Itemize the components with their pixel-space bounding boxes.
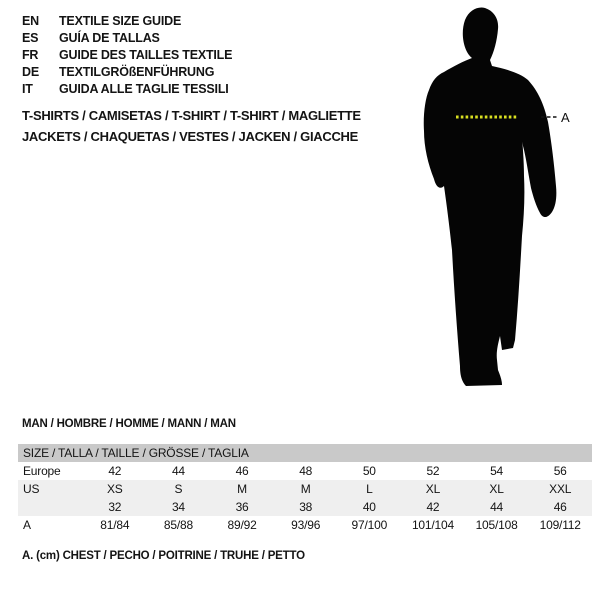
language-code: EN — [22, 14, 39, 28]
size-cell: 54 — [490, 464, 504, 478]
man-silhouette — [424, 8, 557, 387]
size-cell: 85/88 — [163, 518, 193, 532]
row-label: A — [23, 518, 31, 532]
size-cell: 40 — [362, 500, 376, 514]
size-cell: 42 — [426, 500, 440, 514]
size-cell: 89/92 — [227, 518, 257, 532]
size-cell: 101/104 — [411, 518, 454, 532]
size-cell: 34 — [171, 500, 185, 514]
row-label: US — [23, 482, 40, 496]
size-cell: 52 — [426, 464, 440, 478]
size-cell: 105/108 — [475, 518, 518, 532]
language-code: IT — [22, 82, 33, 96]
measure-a-label: A — [561, 110, 570, 125]
size-cell: XS — [107, 482, 123, 496]
category-line: T-SHIRTS / CAMISETAS / T-SHIRT / T-SHIRT / MAGLIETTE — [22, 108, 361, 123]
size-cell: 46 — [235, 464, 249, 478]
language-row — [22, 81, 232, 98]
figure-svg — [410, 0, 600, 400]
language-row — [22, 30, 232, 47]
size-cell: 48 — [299, 464, 313, 478]
size-cell: 93/96 — [291, 518, 321, 532]
language-row — [22, 64, 232, 81]
figure — [410, 0, 600, 400]
language-label: GUÍA DE TALLAS — [59, 31, 160, 45]
size-cell: 109/112 — [539, 518, 581, 532]
size-cell: 38 — [299, 500, 313, 514]
language-code: ES — [22, 31, 39, 45]
size-cell: XL — [425, 482, 441, 496]
size-cell: S — [174, 482, 183, 496]
size-cell: 81/84 — [100, 518, 130, 532]
size-cell: 50 — [362, 464, 376, 478]
category-line: JACKETS / CHAQUETAS / VESTES / JACKEN / GIACCHE — [22, 129, 358, 144]
table-row — [18, 498, 592, 516]
language-code: DE — [22, 65, 39, 79]
size-cell: 44 — [171, 464, 185, 478]
language-label: GUIDE DES TAILLES TEXTILE — [59, 48, 233, 62]
language-list — [22, 13, 232, 98]
size-cell: M — [237, 482, 247, 496]
size-cell: XL — [489, 482, 504, 496]
size-cell: 36 — [235, 500, 249, 514]
size-cell: 32 — [108, 500, 122, 514]
size-cell: XXL — [549, 482, 572, 496]
size-cell: 46 — [553, 500, 567, 514]
row-label — [18, 498, 83, 516]
size-cell: M — [300, 482, 311, 496]
size-cell: L — [366, 482, 373, 496]
size-table-header: SIZE / TALLA / TAILLE / GRÖSSE / TAGLIA — [18, 444, 592, 462]
table-row — [18, 462, 592, 480]
language-label: GUIDA ALLE TAGLIE TESSILI — [59, 82, 229, 96]
footnote: A. (cm) CHEST / PECHO / POITRINE / TRUHE / PETTO — [22, 550, 305, 562]
language-row — [22, 13, 232, 30]
size-table — [18, 444, 592, 534]
size-cell: 56 — [553, 464, 567, 478]
language-code: FR — [22, 48, 39, 62]
size-cell: 42 — [108, 464, 122, 478]
language-label: TEXTILGRÖßENFÜHRUNG — [59, 65, 215, 79]
language-label: TEXTILE SIZE GUIDE — [59, 14, 182, 28]
section-title: MAN / HOMBRE / HOMME / MANN / MAN — [22, 418, 236, 430]
size-cell: 97/100 — [351, 518, 388, 532]
language-row — [22, 47, 232, 64]
category-list — [22, 105, 361, 147]
row-label: Europe — [23, 464, 61, 478]
table-row — [18, 516, 592, 534]
table-row — [18, 480, 592, 498]
size-cell: 44 — [490, 500, 504, 514]
